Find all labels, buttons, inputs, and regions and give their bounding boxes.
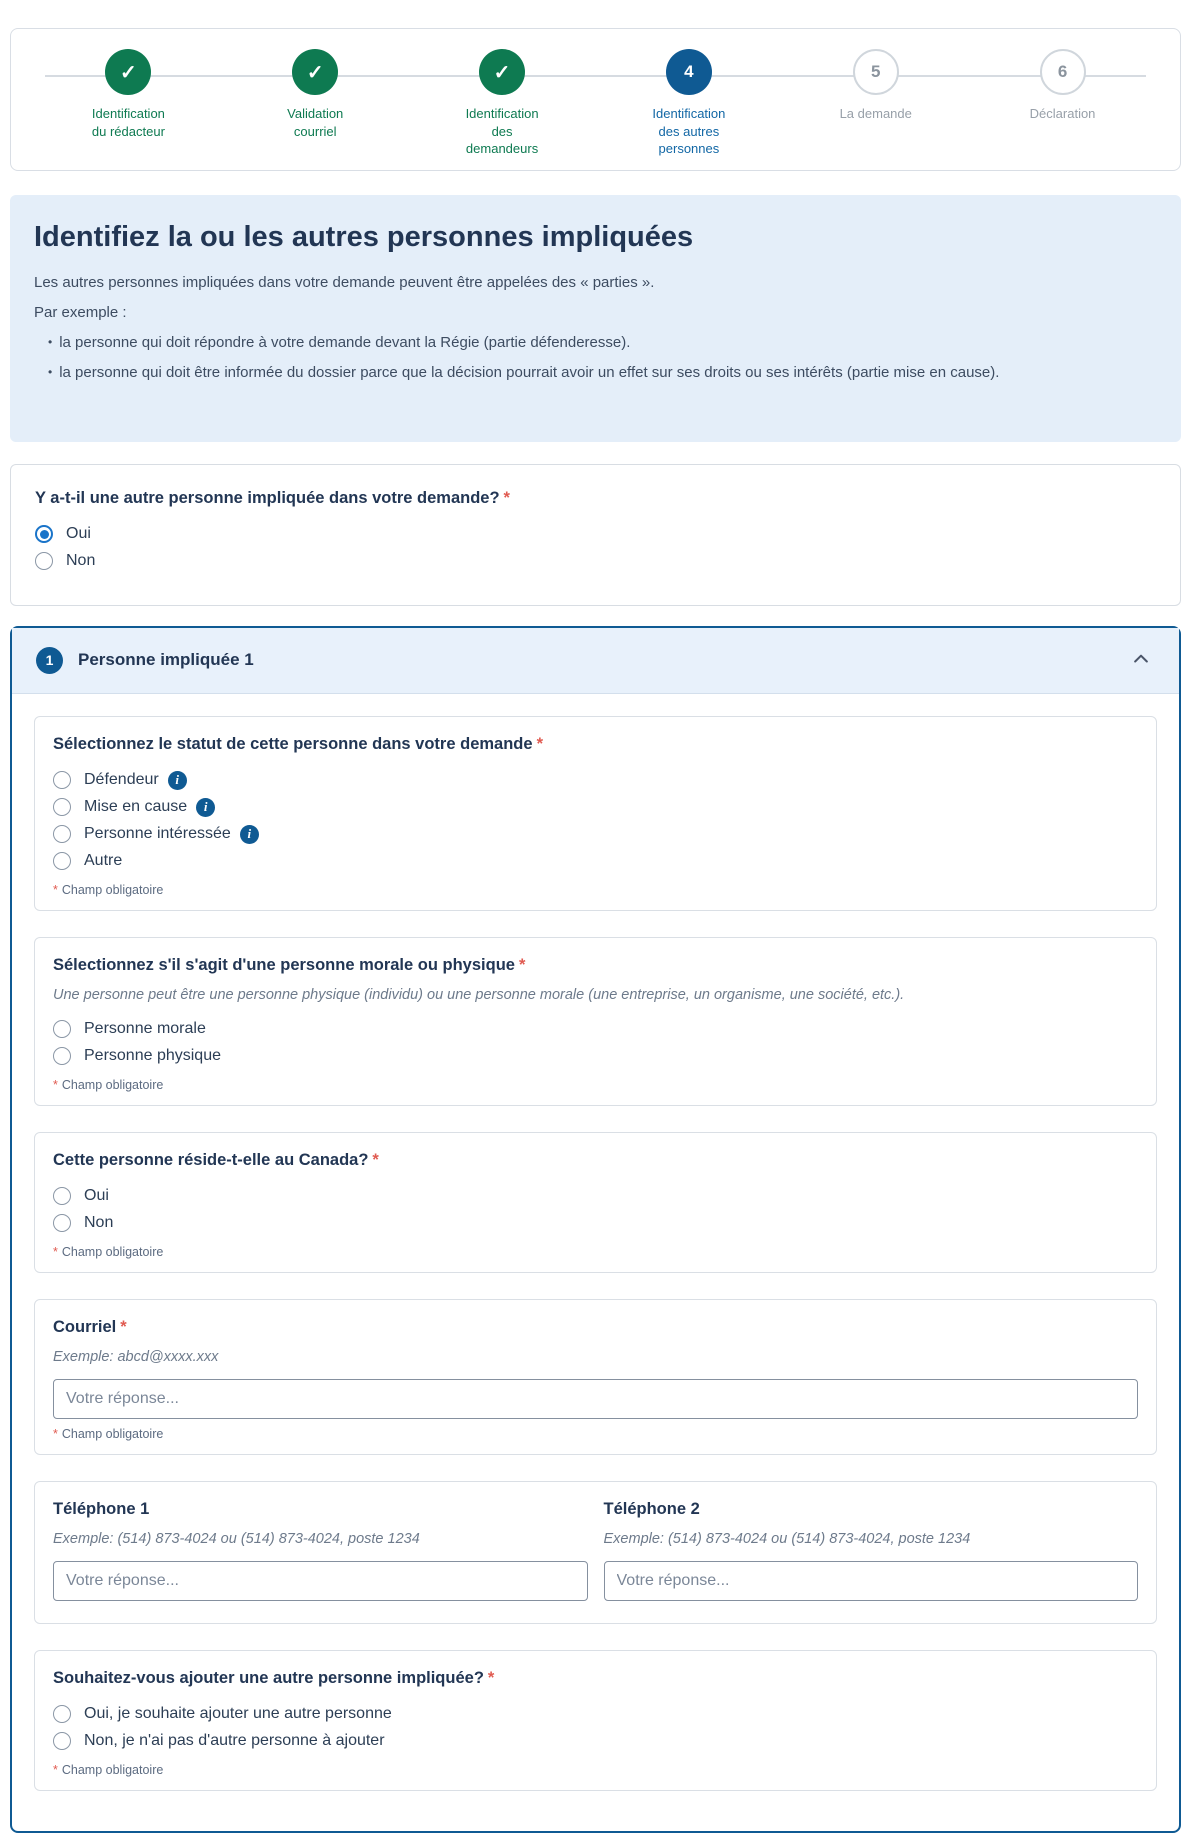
required-asterisk: * [53,1077,58,1092]
question-text: Y a-t-il une autre personne impliquée dans votre demande? [35,488,500,507]
step-number: 5 [853,49,899,95]
required-field-note [53,1763,1138,1777]
radio-label: Personne intéressée [84,825,231,843]
radio-label: Mise en cause [84,798,188,816]
question-label [35,489,1156,508]
collapse-button[interactable] [1127,645,1155,676]
radio-button[interactable] [53,1732,71,1750]
person-card-title: Personne impliquée 1 [78,650,254,670]
required-asterisk: * [503,488,510,507]
progress-stepper [10,28,1181,171]
field-hint: Exemple: (514) 873-4024 ou (514) 873-4024, poste 1234 [53,1530,420,1547]
radio-option-oui[interactable] [35,521,1156,548]
info-icon[interactable]: i [196,798,215,817]
required-text: Champ obligatoire [61,882,164,897]
status-radio-group [53,767,1138,875]
person-number-badge: 1 [36,647,63,674]
radio-button[interactable] [53,798,71,816]
required-asterisk: * [53,882,58,897]
field-hint: Exemple: (514) 873-4024 ou (514) 873-4024, poste 1234 [603,1530,971,1547]
radio-option-personne-morale[interactable] [53,1016,1138,1043]
radio-option-autre[interactable] [53,848,1138,875]
required-asterisk: * [120,1317,127,1336]
question-text: Sélectionnez s'il s'agit d'une personne morale ou physique [53,955,515,974]
email-field[interactable] [53,1379,1138,1419]
required-field-note [53,1245,1138,1259]
field-label: Téléphone 2 [603,1499,700,1518]
radio-button[interactable] [53,852,71,870]
intro-bullet-2: • la personne qui doit être informée du dossier parce que la décision pourrait avoir un effet sur ses droits ou ses intérêts (partie mise en cause). [48,364,1157,381]
person-type-radio-group [53,1016,1138,1070]
radio-label: Non [66,552,96,570]
radio-label: Non, je n'ai pas d'autre personne à ajouter [84,1732,385,1750]
page-title: Identifiez la ou les autres personnes impliquées [34,220,694,253]
check-icon: ✓ [292,49,338,95]
person-card-body [12,694,1179,1831]
intro-banner [10,195,1181,442]
step-label: Validation courriel [287,106,344,139]
presence-radio-group [35,521,1156,575]
required-asterisk: * [536,734,543,753]
other-person-question-box [10,464,1181,606]
add-another-person-section [34,1650,1157,1791]
field-label-text: Courriel [53,1317,117,1336]
intro-paragraph-2: Par exemple : [34,303,127,321]
phone-1-field[interactable] [53,1561,588,1601]
field-label: Téléphone 1 [53,1499,150,1518]
radio-option-non[interactable] [35,548,1156,575]
required-asterisk: * [53,1244,58,1259]
step-4-identification-autres-personnes[interactable] [595,49,782,158]
required-asterisk: * [372,1150,379,1169]
required-asterisk: * [487,1668,495,1687]
question-label [53,1669,1138,1688]
required-asterisk: * [518,955,526,974]
radio-button[interactable] [53,771,71,789]
step-number: 4 [666,49,712,95]
radio-option-personne-physique[interactable] [53,1043,1138,1070]
canada-radio-group [53,1183,1138,1237]
required-asterisk: * [53,1762,58,1777]
step-3-identification-demandeurs[interactable] [409,49,596,158]
radio-label: Oui [84,1187,109,1205]
intro-bullet-list [48,334,1157,381]
intro-bullet-1: • la personne qui doit répondre à votre demande devant la Régie (partie défenderesse). [48,334,1157,351]
person-1-card [10,626,1181,1833]
question-label [53,956,1138,975]
chevron-up-icon [1131,649,1151,672]
step-label: La demande [839,106,912,121]
radio-button[interactable] [35,552,53,570]
step-label: Déclaration [1029,106,1096,121]
radio-button-selected[interactable] [35,525,53,543]
radio-option-non-ajouter[interactable] [53,1728,1138,1755]
check-icon: ✓ [105,49,151,95]
required-field-note [53,1078,1138,1092]
step-6-declaration[interactable] [969,49,1156,158]
radio-button[interactable] [53,1187,71,1205]
radio-option-non[interactable] [53,1210,1138,1237]
question-text: Souhaitez-vous ajouter une autre personne impliquée? [53,1668,484,1687]
step-1-identification-redacteur[interactable] [35,49,222,158]
person-type-section [34,937,1157,1106]
radio-button[interactable] [53,1705,71,1723]
question-label [53,1151,1138,1170]
page [0,28,1191,1833]
phones-section [34,1481,1157,1624]
question-text: Sélectionnez le statut de cette personne dans votre demande [53,734,533,753]
radio-option-personne-interessee[interactable] [53,821,1138,848]
field-label [53,1318,1138,1337]
radio-button[interactable] [53,1020,71,1038]
status-section [34,716,1157,911]
step-number: 6 [1040,49,1086,95]
step-5-la-demande[interactable] [782,49,969,158]
radio-option-defendeur[interactable] [53,767,1138,794]
step-2-validation-courriel[interactable] [222,49,409,158]
radio-option-oui-ajouter[interactable] [53,1701,1138,1728]
radio-button[interactable] [53,1047,71,1065]
step-label: Identification du rédacteur [91,106,165,139]
radio-label: Autre [84,852,123,870]
required-field-note [53,1427,1138,1441]
add-more-radio-group [53,1701,1138,1755]
radio-button[interactable] [53,825,71,843]
field-hint: Exemple: abcd@xxxx.xxx [53,1348,219,1365]
required-text: Champ obligatoire [61,1426,164,1441]
info-icon[interactable]: i [240,825,259,844]
radio-button[interactable] [53,1214,71,1232]
info-icon[interactable]: i [168,771,187,790]
required-text: Champ obligatoire [61,1762,164,1777]
question-text: Cette personne réside-t-elle au Canada? [53,1150,369,1169]
radio-label: Non [84,1214,114,1232]
radio-label: Personne physique [84,1047,221,1065]
check-icon: ✓ [479,49,525,95]
phone-2-column [604,1500,1139,1601]
radio-label: Oui, je souhaite ajouter une autre personne [84,1705,392,1723]
question-label [53,735,1138,754]
radio-label: Oui [66,525,91,543]
canada-residency-section [34,1132,1157,1273]
person-1-card-header[interactable] [12,628,1179,694]
step-label: Identification des autres personnes [652,106,726,157]
radio-option-mise-en-cause[interactable] [53,794,1138,821]
required-asterisk: * [53,1426,58,1441]
email-section [34,1299,1157,1455]
required-field-note [53,883,1138,897]
radio-label: Personne morale [84,1020,206,1038]
phone-2-field[interactable] [604,1561,1139,1601]
step-label: Identification des demandeurs [465,106,539,157]
required-text: Champ obligatoire [61,1244,164,1259]
field-hint: Une personne peut être une personne physique (individu) ou une personne morale (une entreprise, un organisme, une société, etc.). [53,986,905,1003]
radio-label: Défendeur [84,771,159,789]
radio-option-oui[interactable] [53,1183,1138,1210]
intro-paragraph-1: Les autres personnes impliquées dans votre demande peuvent être appelées des « parties ». [34,273,655,291]
phone-1-column [53,1500,588,1601]
required-text: Champ obligatoire [61,1077,164,1092]
